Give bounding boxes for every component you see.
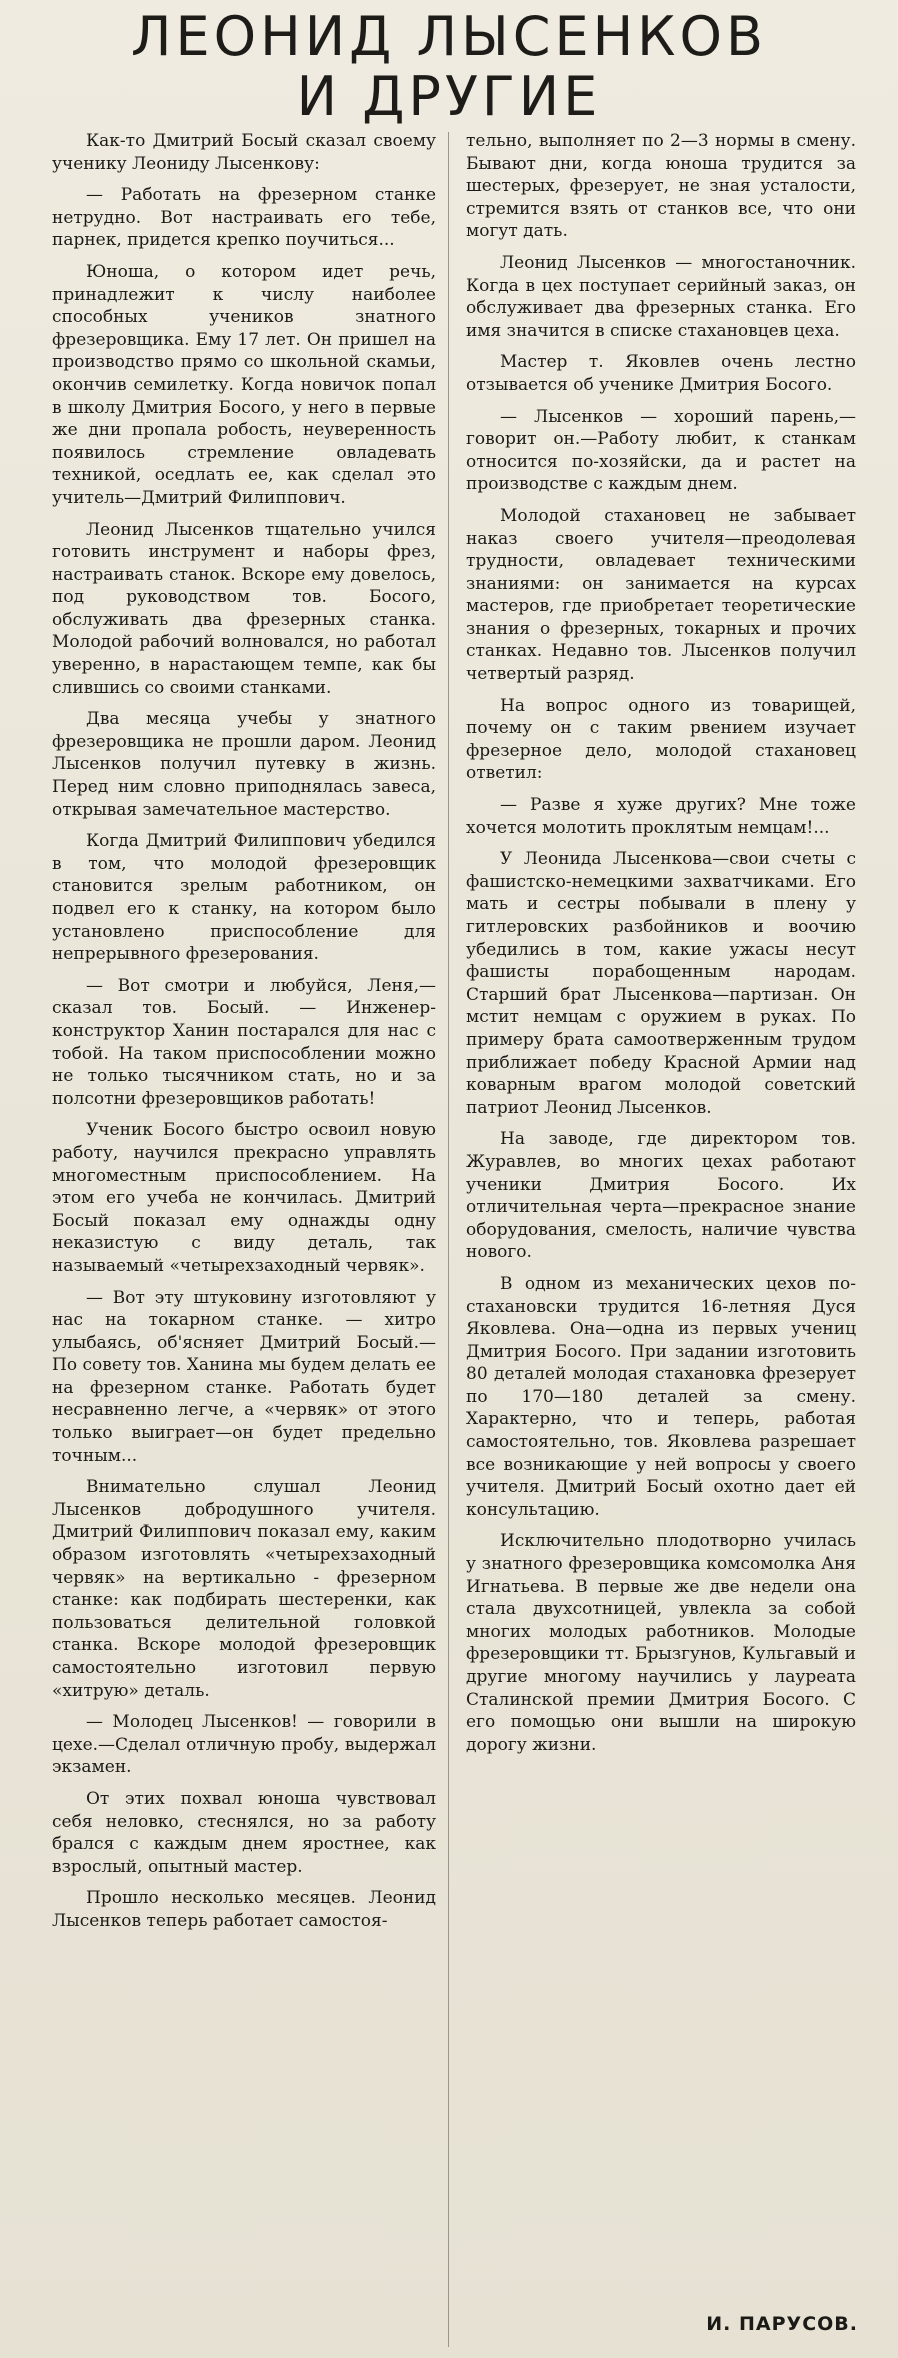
paragraph: Леонид Лысенков — многостаночник. Когда в цех поступает серийный заказ, он обслуживает два фрезерных станка. Его имя значится в списке стахановцев цеха. <box>466 252 856 341</box>
paragraph: Как-то Дмитрий Босый сказал своему ученику Леониду Лысенкову: <box>52 131 436 174</box>
article-headline <box>0 6 898 126</box>
paragraph: — Вот смотри и любуйся, Леня,— сказал тов. Босый. — Инженер-конструктор Ханин постарался для нас с тобой. На таком приспособлении можно не только тысячником стать, но и за полсотни фрезеровщиков работать! <box>52 975 436 1109</box>
paragraph: — Работать на фрезерном станке нетрудно. Вот настраивать его тебе, парнек, придется крепко поучиться... <box>52 185 436 251</box>
paragraph: Юноша, о котором идет речь, принадлежит к числу наиболее способных учеников знатного фрезеровщика. Ему 17 лет. Он пришел на производство прямо со школьной скамьи, окончив семилетку. Когда новичок попал в школу Дмитрия Босого, у него в первые же дни пропала робость, неуверенность появилось стремление овладевать техникой, оседлать ее, как сделал это учитель—Дмитрий Филиппович. <box>52 261 436 508</box>
paragraph: Когда Дмитрий Филиппович убедился в том, что молодой фрезеровщик становится зрелым работником, он подвел его к станку, на котором было установлено приспособление для непрерывного фрезерования. <box>52 831 436 965</box>
paragraph: Леонид Лысенков тщательно учился готовить инструмент и наборы фрез, настраивать станок. Вскоре ему довелось, под руководством тов. Босого, обслуживать два фрезерных станка. Молодой рабочий волновался, но работал уверенно, в нарастающем темпе, как бы слившись со своими станками. <box>52 519 436 698</box>
paragraph: Внимательно слушал Леонид Лысенков добродушного учителя. Дмитрий Филиппович показал ему, каким образом изготовлять «четырехзаходный червяк» на вертикально - фрезерном станке: как подбирать шестеренки, как пользоваться делительной головкой станка. Вскоре молодой фрезеровщик самостоятельно изготовил первую «хитрую» деталь. <box>52 1477 436 1701</box>
paragraph: Молодой стахановец не забывает наказ своего учителя—преодолевая трудности, овладевает техническими знаниями: он занимается на курсах мастеров, где приобретает теоретические знания о фрезерных, токарных и прочих станках. Недавно тов. Лысенков получил четвертый разряд. <box>466 505 856 685</box>
paragraph: Мастер т. Яковлев очень лестно отзывается об ученике Дмитрия Босого. <box>466 352 856 395</box>
paragraph: — Лысенков — хороший парень,— говорит он.—Работу любит, к станкам относится по-хозяйски, да и растет на производстве с каждым днем. <box>466 406 856 495</box>
left-column <box>52 130 436 1942</box>
paragraph: От этих похвал юноша чувствовал себя неловко, стеснялся, но за работу брался с каждым днем яростнее, как взрослый, опытный мастер. <box>52 1788 436 1877</box>
paragraph: — Молодец Лысенков! — говорили в цехе.—Сделал отличную пробу, выдержал экзамен. <box>52 1712 436 1778</box>
paragraph: — Разве я хуже других? Мне тоже хочется молотить проклятым немцам!... <box>466 795 856 838</box>
headline-line-2: И ДРУГИЕ <box>296 65 602 128</box>
right-column <box>466 130 856 1765</box>
paragraph: — Вот эту штуковину изготовляют у нас на токарном станке. — хитро улыбаясь, об'ясняет Дмитрий Босый.— По совету тов. Ханина мы будем делать ее на фрезерном станке. Работать будет несравненно легче, а «червяк» от этого только выиграет—он будет предельно точным... <box>52 1287 436 1466</box>
paragraph: Прошло несколько месяцев. Леонид Лысенков теперь работает самостоя- <box>52 1888 436 1931</box>
paragraph: В одном из механических цехов по-стахановски трудится 16-летняя Дуся Яковлева. Она—одна из первых учениц Дмитрия Босого. При задании изготовить 80 деталей молодая стахановка фрезерует по 170—180 деталей за смену. Характерно, что и теперь, работая самостоятельно, тов. Яковлева разрешает все возникающие у ней вопросы у своего учителя. Дмитрий Босый охотно дает ей консультацию. <box>466 1273 856 1520</box>
paragraph: Исключительно плодотворно училась у знатного фрезеровщика комсомолка Аня Игнатьева. В первые же две недели она стала двухсотницей, увлекла за собой многих молодых работников. Молодые фрезеровщики тт. Брызгунов, Кульгавый и другие многому научились у лауреата Сталинской премии Дмитрия Босого. С его помощью они вышли на широкую дорогу жизни. <box>466 1531 856 1755</box>
column-divider <box>448 132 449 2347</box>
headline-line-1: ЛЕОНИД ЛЫСЕНКОВ <box>130 5 768 68</box>
paragraph: На заводе, где директором тов. Журавлев, во многих цехах работают ученики Дмитрия Босого. Их отличительная черта—прекрасное знание оборудования, смелость, наличие чувства нового. <box>466 1129 856 1263</box>
paragraph: Два месяца учебы у знатного фрезеровщика не прошли даром. Леонид Лысенков получил путевку в жизнь. Перед ним словно приподнялась завеса, открывая замечательное мастерство. <box>52 709 436 820</box>
paragraph: На вопрос одного из товарищей, почему он с таким рвением изучает фрезерное дело, молодой стахановец ответил: <box>466 695 856 784</box>
author-signature: И. ПАРУСОВ. <box>706 2313 858 2335</box>
paragraph-continuation: тельно, выполняет по 2—3 нормы в смену. Бывают дни, когда юноша трудится за шестерых, фрезерует, не зная усталости, стремится взять от станков все, что они могут дать. <box>466 131 856 242</box>
paragraph: У Леонида Лысенкова—свои счеты с фашистско-немецкими захватчиками. Его мать и сестры побывали в плену у гитлеровских разбойников и воочию убедились в том, какие ужасы несут фашисты порабощенным народам. Старший брат Лысенкова—партизан. Он мстит немцам с оружием в руках. По примеру брата самоотверженным трудом приближает победу Красной Армии над коварным врагом молодой советский патриот Леонид Лысенков. <box>466 849 856 1118</box>
paragraph: Ученик Босого быстро освоил новую работу, научился прекрасно управлять многоместным приспособлением. На этом его учеба не кончилась. Дмитрий Босый показал ему однажды одну неказистую с виду деталь, так называемый «четырехзаходный червяк». <box>52 1120 436 1276</box>
